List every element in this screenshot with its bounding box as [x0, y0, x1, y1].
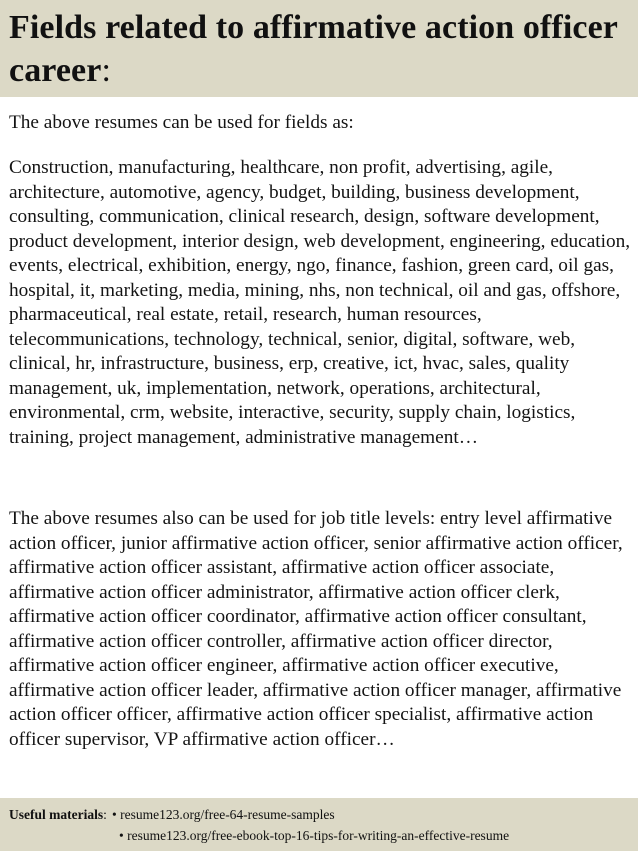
fields-paragraph: Construction, manufacturing, healthcare, non profit, advertising, agile, architecture, automotive, agency, budget, building, business development, consulting, communication, clinical research, design, software development, product development, interior design, web development, engineering, education, events, electrical, exhibition, energy, ngo, finance, fashion, green card, oil gas, hospital, it, marketing, media, mining, nhs, non technical, oil and gas, offshore, pharmaceutical, real estate, retail, research, human resources, telecommunications, technology, technical, senior, digital, software, web, clinical, hr, infrastructure, business, erp, creative, ict, hvac, sales, quality management, uk, implementation, network, operations, architectural, environmental, crm, website, interactive, security, supply chain, logistics, training, project management, administrative management… — [9, 157, 631, 448]
ebook-tips-link[interactable]: • resume123.org/free-ebook-top-16-tips-for-writing-an-effective-resume — [119, 828, 510, 843]
intro-paragraph: The above resumes can be used for fields as: — [9, 112, 354, 133]
page-title — [9, 6, 629, 92]
job-levels-paragraph: The above resumes also can be used for job title levels: entry level affirmative action officer, junior affirmative action officer, senior affirmative action officer, affirmative action officer assistant, affirmative action officer associate, affirmative action officer administrator, affirmative action officer clerk, affirmative action officer coordinator, affirmative action officer consultant, affirmative action officer controller, affirmative action officer director, affirmative action officer engineer, affirmative action officer executive, affirmative action officer leader, affirmative action officer manager, affirmative action officer officer, affirmative action officer specialist, affirmative action officer supervisor, VP affirmative action officer… — [9, 508, 623, 750]
useful-materials-footer — [0, 798, 638, 851]
page-title-colon: : — [101, 52, 111, 89]
resume-samples-link[interactable]: • resume123.org/free-64-resume-samples — [112, 807, 335, 822]
useful-materials-label-colon: : — [103, 807, 107, 822]
page-title-text: Fields related to affirmative action officer career — [9, 9, 618, 89]
useful-materials-label — [9, 806, 107, 823]
page-header — [0, 0, 638, 97]
useful-materials-label-text: Useful materials — [9, 807, 104, 822]
